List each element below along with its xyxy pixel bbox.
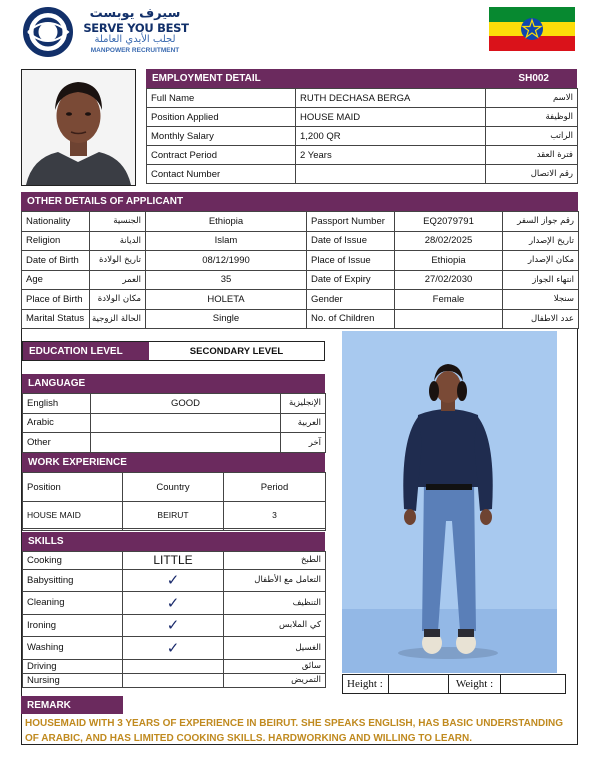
skill-label: Cooking [23,552,123,570]
field-label-arabic: انتهاء الجواز [503,270,579,290]
employment-detail-section [146,69,577,184]
applicant-portrait-photo [21,69,136,186]
table-row [23,394,326,414]
field-label-arabic: الجنسية [90,212,146,232]
field-label: Age [22,270,90,290]
table-row [23,528,326,530]
skill-label-arabic: الطبخ [224,552,326,570]
column-header: Position [23,473,123,502]
table-row [147,165,578,184]
language-label: English [23,394,91,414]
table-row [23,659,326,673]
logo-tagline: MANPOWER RECRUITMENT [90,47,180,54]
logo-brand-name: SERVE YOU BEST [83,21,189,35]
table-row [22,212,579,232]
company-logo [22,6,192,58]
logo-arabic-title: سيرف يوبست [89,6,181,21]
field-label: Gender [307,290,395,310]
language-header: LANGUAGE [22,374,325,393]
other-details-section [21,192,578,329]
field-label: Date of Issue [307,231,395,251]
applicant-full-body-photo [342,331,557,673]
height-value [389,675,449,693]
driving-skill-value [123,659,224,673]
skill-label-arabic: كي الملابس [224,614,326,636]
checkmark-icon: ✓ [123,614,224,636]
remark-section [21,696,578,746]
date-of-birth-value: 08/12/1990 [146,251,307,271]
column-header: Country [123,473,224,502]
skills-section [22,532,325,688]
field-label-arabic: الاسم [486,89,578,108]
field-label-arabic: تاريخ الولادة [90,251,146,271]
column-header: Period [224,473,326,502]
table-row [22,231,579,251]
education-level-value: SECONDARY LEVEL [189,345,284,357]
remark-text: HOUSEMAID WITH 3 YEARS OF EXPERIENCE IN BEIRUT. SHE SPEAKS ENGLISH, HAS BASIC UNDERSTANDING OF ARABIC, AND HAS LIMITED COOKING SKILLS. HARDWORKING AND WILLING TO LEARN. [25,718,564,744]
work-experience-header: WORK EXPERIENCE [22,453,325,472]
field-label-arabic: الديانة [90,231,146,251]
ethiopia-flag-icon [489,7,575,51]
table-row [23,433,326,453]
employment-detail-header [146,69,577,88]
field-label-arabic: رقم الاتصال [486,165,578,184]
logo-emblem-icon [22,6,78,58]
age-value: 35 [146,270,307,290]
skill-label: Washing [23,637,123,659]
table-row [23,614,326,636]
table-row [147,127,578,146]
field-label: Contact Number [147,165,296,184]
weight-value [501,675,565,693]
field-label-arabic: تاريخ الإصدار [503,231,579,251]
marital-status-value: Single [146,309,307,329]
work-position-value [23,528,123,530]
contact-number-value [296,165,486,184]
field-label-arabic: فترة العقد [486,146,578,165]
field-label: Contract Period [147,146,296,165]
work-country-value: BEIRUT [123,502,224,529]
skill-label: Babysitting [23,569,123,591]
field-label-arabic: عدد الاطفال [503,309,579,329]
field-label: Passport Number [307,212,395,232]
date-of-expiry-value: 27/02/2030 [395,270,503,290]
table-row [23,592,326,614]
work-position-value: HOUSE MAID [23,502,123,529]
field-label-arabic: مكان الإصدار [503,251,579,271]
weight-label: Weight : [449,675,501,693]
table-row [147,108,578,127]
skill-label: Nursing [23,673,123,687]
nursing-skill-value [123,673,224,687]
field-label: Place of Birth [22,290,90,310]
contract-period-value: 2 Years [296,146,486,165]
other-language-value [91,433,281,453]
language-label-arabic: الإنجليزية [281,394,326,414]
skill-label: Ironing [23,614,123,636]
date-of-issue-value: 28/02/2025 [395,231,503,251]
employment-detail-title: EMPLOYMENT DETAIL [152,73,261,84]
arabic-level-value [91,413,281,433]
children-count-value [395,309,503,329]
table-row [22,290,579,310]
field-label-arabic: سنجلا [503,290,579,310]
english-level-value: GOOD [91,394,281,414]
skill-label-arabic: التنظيف [224,592,326,614]
nationality-value: Ethiopia [146,212,307,232]
skill-label-arabic: الغسيل [224,637,326,659]
passport-number-value: EQ2079791 [395,212,503,232]
other-details-header: OTHER DETAILS OF APPLICANT [21,192,578,211]
position-value: HOUSE MAID [296,108,486,127]
field-label: Place of Issue [307,251,395,271]
gender-value: Female [395,290,503,310]
height-label: Height : [343,675,389,693]
skill-label: Driving [23,659,123,673]
cooking-skill-value: LITTLE [123,552,224,570]
measurements-row [342,674,566,694]
language-label-arabic: العربية [281,413,326,433]
field-label-arabic: الوظيفة [486,108,578,127]
salary-value: 1,200 QR [296,127,486,146]
field-label: Position Applied [147,108,296,127]
field-label: No. of Children [307,309,395,329]
table-row [23,637,326,659]
work-country-value [123,528,224,530]
other-details-table [21,211,579,329]
table-row [147,146,578,165]
table-row [22,251,579,271]
skills-header: SKILLS [22,532,325,551]
skill-label-arabic: سائق [224,659,326,673]
full-name-value: RUTH DECHASA BERGA [296,89,486,108]
work-experience-section [22,453,325,531]
field-label: Date of Birth [22,251,90,271]
field-label-arabic: العمر [90,270,146,290]
language-table [22,393,326,453]
logo-arabic-sub: لجلب الأيدي العاملة [94,34,176,45]
language-label: Arabic [23,413,91,433]
skill-label-arabic: التعامل مع الأطفال [224,569,326,591]
table-row [23,413,326,433]
language-label: Other [23,433,91,453]
work-period-value: 3 [224,502,326,529]
table-row [23,552,326,570]
field-label-arabic: الراتب [486,127,578,146]
field-label-arabic: الحالة الزوجية [90,309,146,329]
work-period-value [224,528,326,530]
field-label: Date of Expiry [307,270,395,290]
skills-table [22,551,326,688]
applicant-code: SH002 [518,73,549,84]
field-label: Marital Status [22,309,90,329]
table-row [23,569,326,591]
field-label: Nationality [22,212,90,232]
field-label: Religion [22,231,90,251]
checkmark-icon: ✓ [123,569,224,591]
place-of-issue-value: Ethiopia [395,251,503,271]
language-label-arabic: آخر [281,433,326,453]
table-header-row [23,473,326,502]
checkmark-icon: ✓ [123,592,224,614]
education-level-label: EDUCATION LEVEL [23,342,149,360]
field-label: Full Name [147,89,296,108]
place-of-birth-value: HOLETA [146,290,307,310]
language-section [22,374,325,453]
religion-value: Islam [146,231,307,251]
skill-label-arabic: التمريض [224,673,326,687]
table-row [147,89,578,108]
checkmark-icon: ✓ [123,637,224,659]
work-experience-table [22,472,326,531]
field-label-arabic: رقم جواز السفر [503,212,579,232]
remark-header: REMARK [21,696,123,714]
skill-label: Cleaning [23,592,123,614]
field-label-arabic: مكان الولادة [90,290,146,310]
field-label: Monthly Salary [147,127,296,146]
table-row [23,502,326,529]
table-row [22,270,579,290]
table-row [22,309,579,329]
employment-detail-table [146,88,578,184]
education-level-row [22,341,325,361]
table-row [23,673,326,687]
